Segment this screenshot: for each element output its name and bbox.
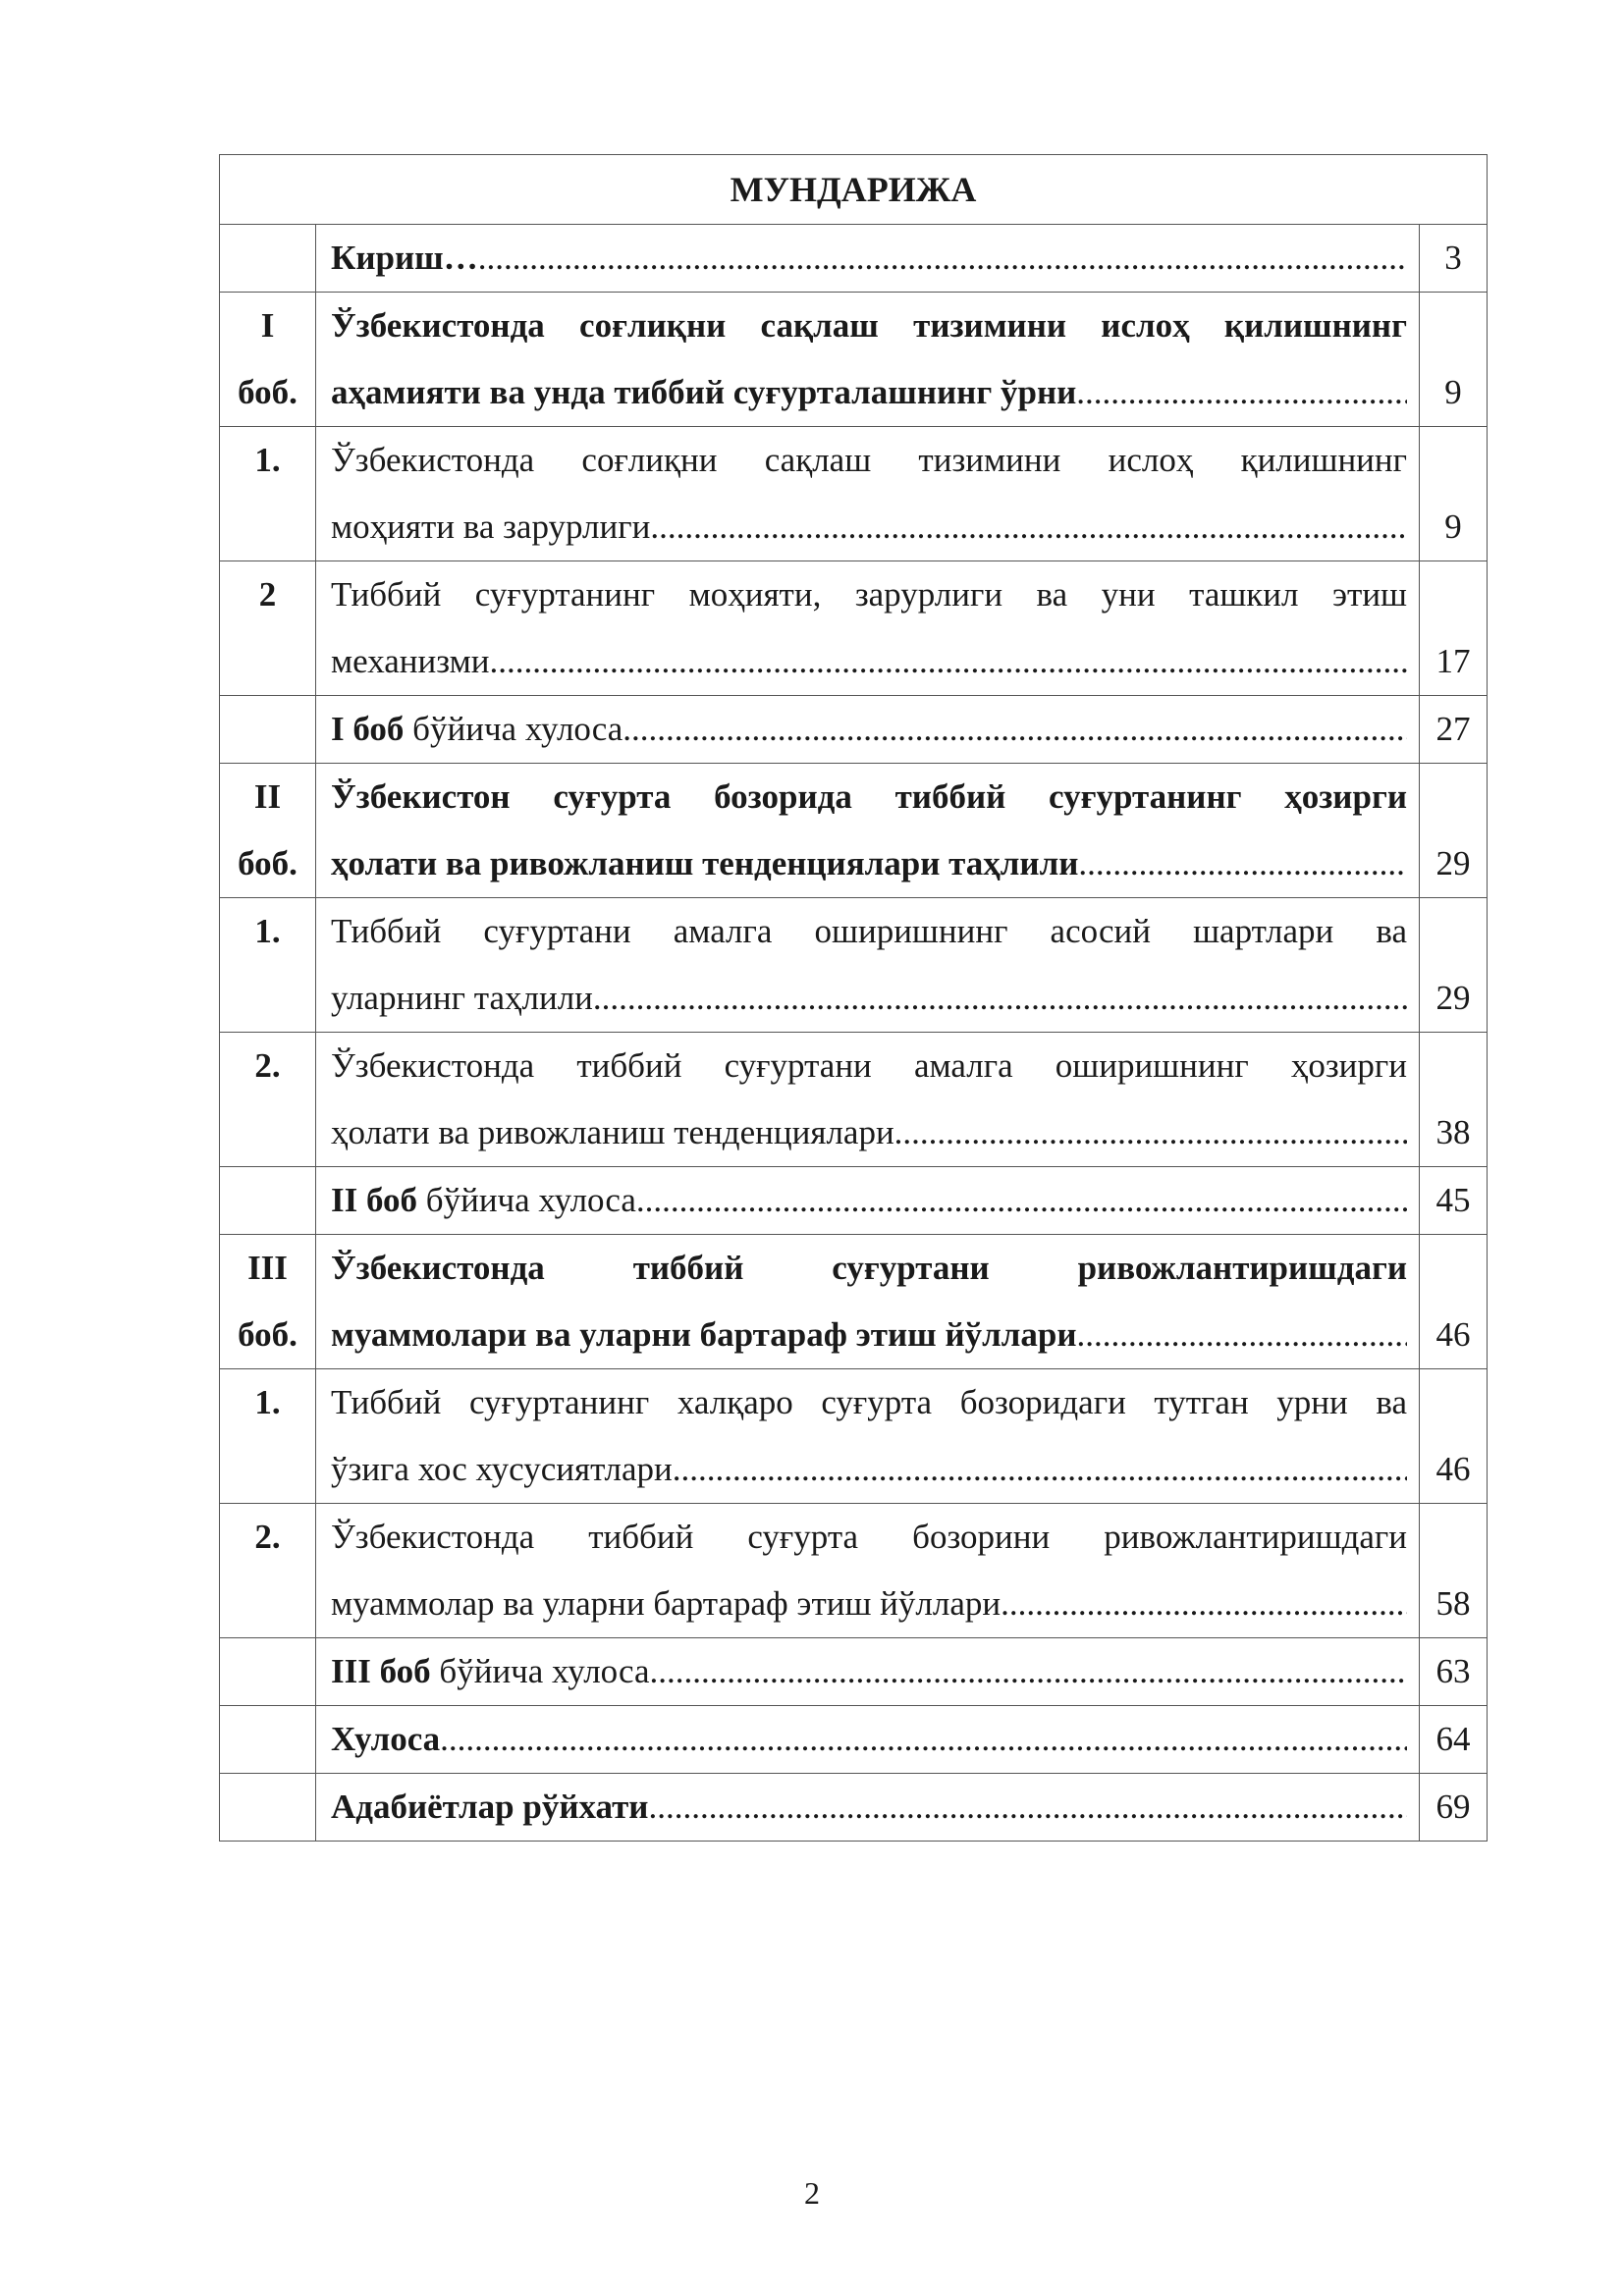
toc-entry-line-2: аҳамияти ва унда тиббий суғурталашнинг ўрни ..... (331, 359, 1407, 426)
toc-entry-line-1: Ўзбекистонда соғлиқни сақлаш тизимини ислоҳ қилишнинг (331, 441, 1407, 479)
toc-entry-text (316, 1167, 1420, 1235)
toc-page-number: 29 (1420, 764, 1488, 898)
toc-entry-text (316, 898, 1420, 1033)
toc-entry-text (316, 1706, 1420, 1774)
toc-row (220, 1235, 1488, 1369)
toc-entry-text (316, 764, 1420, 898)
toc-page-number: 58 (1420, 1504, 1488, 1638)
dot-leader (440, 1706, 1407, 1773)
toc-entry-text (316, 1504, 1420, 1638)
toc-entry-text (316, 1235, 1420, 1369)
toc-entry-text (316, 1033, 1420, 1167)
toc-section-number (220, 1774, 316, 1842)
toc-entry-text (316, 293, 1420, 427)
toc-section-number: 1. (220, 427, 316, 561)
toc-page-number: 64 (1420, 1706, 1488, 1774)
toc-entry-text (316, 696, 1420, 764)
toc-chapter-ref: II боб (331, 1181, 418, 1219)
toc-row (220, 561, 1488, 696)
toc-entry-text (316, 1774, 1420, 1842)
toc-entry-line-1: Ўзбекистон суғурта бозорида тиббий суғуртанинг ҳозирги (331, 777, 1407, 816)
toc-entry-line-2: моҳияти ва зарурлиги ..... (331, 494, 1407, 561)
toc-row (220, 225, 1488, 293)
toc-row (220, 427, 1488, 561)
dot-leader (673, 1436, 1407, 1503)
toc-section-number: 1. (220, 898, 316, 1033)
toc-section-number: 1. (220, 1369, 316, 1504)
toc-chapter-ref: III боб (331, 1652, 431, 1690)
toc-entry-text (316, 561, 1420, 696)
toc-row (220, 1638, 1488, 1706)
dot-leader (1078, 830, 1407, 897)
toc-page-number: 69 (1420, 1774, 1488, 1842)
toc-page-number: 45 (1420, 1167, 1488, 1235)
toc-row (220, 696, 1488, 764)
toc-entry-line-2: ҳолати ва ривожланиш тенденциялари таҳлили ..... (331, 830, 1407, 897)
toc-row (220, 1504, 1488, 1638)
toc-entry-line-2: Кириш… ..... (331, 225, 1407, 292)
toc-section-number: 2. (220, 1033, 316, 1167)
toc-section-number (220, 1167, 316, 1235)
toc-section-number (220, 1706, 316, 1774)
toc-section-number: I боб. (220, 293, 316, 427)
toc-page-number: 3 (1420, 225, 1488, 293)
toc-page-number: 38 (1420, 1033, 1488, 1167)
dot-leader (1076, 359, 1407, 426)
toc-row (220, 764, 1488, 898)
toc-entry-line-1: Тиббий суғуртанинг моҳияти, зарурлиги ва уни ташкил этиш (331, 575, 1407, 614)
dot-leader (650, 1638, 1407, 1705)
toc-entry-line-2: механизми ..... (331, 628, 1407, 695)
dot-leader (623, 696, 1407, 763)
toc-entry-line-2: ҳолати ва ривожланиш тенденциялари ..... (331, 1099, 1407, 1166)
toc-entry-text (316, 427, 1420, 561)
toc-entry-line-1: Тиббий суғуртанинг халқаро суғурта бозоридаги тутган урни ва (331, 1383, 1407, 1421)
page-number: 2 (804, 2175, 820, 2211)
toc-row (220, 293, 1488, 427)
dot-leader (894, 1099, 1407, 1166)
toc-section-number: 2. (220, 1504, 316, 1638)
toc-section-number: II боб. (220, 764, 316, 898)
toc-entry-line-2: Хулоса ..... (331, 1706, 1407, 1773)
toc-page-number: 46 (1420, 1235, 1488, 1369)
toc-entry-line-2: III боб бўйича хулоса ..... (331, 1638, 1407, 1705)
toc-page-number: 27 (1420, 696, 1488, 764)
dot-leader (636, 1167, 1407, 1234)
dot-leader (650, 494, 1407, 561)
toc-row (220, 1706, 1488, 1774)
toc-body (220, 225, 1488, 1842)
toc-entry-text (316, 1638, 1420, 1706)
toc-row (220, 1774, 1488, 1842)
toc-section-number: 2 (220, 561, 316, 696)
toc-row (220, 898, 1488, 1033)
toc-entry-line-1: Ўзбекистонда тиббий суғуртани ривожлантиришдаги (331, 1249, 1407, 1287)
toc-entry-line-2: уларнинг таҳлили ..... (331, 965, 1407, 1032)
toc-section-number: III боб. (220, 1235, 316, 1369)
dot-leader (489, 628, 1407, 695)
toc-page-number: 9 (1420, 427, 1488, 561)
toc-entry-text (316, 225, 1420, 293)
toc-section-number (220, 1638, 316, 1706)
toc-chapter-ref: I боб (331, 710, 405, 748)
toc-page-number: 29 (1420, 898, 1488, 1033)
toc-row (220, 1167, 1488, 1235)
toc-page-number: 17 (1420, 561, 1488, 696)
dot-leader (1077, 1302, 1407, 1368)
toc-page-number: 9 (1420, 293, 1488, 427)
toc-entry-line-2: I боб бўйича хулоса ..... (331, 696, 1407, 763)
toc-entry-line-2: Адабиётлар рўйхати ..... (331, 1774, 1407, 1841)
toc-section-number (220, 696, 316, 764)
toc-entry-line-1: Ўзбекистонда соғлиқни сақлаш тизимини ислоҳ қилишнинг (331, 306, 1407, 345)
toc-entry-line-1: Ўзбекистонда тиббий суғуртани амалга оширишнинг ҳозирги (331, 1046, 1407, 1085)
toc-title: МУНДАРИЖА (220, 155, 1488, 225)
toc-row (220, 1033, 1488, 1167)
toc-entry-line-2: II боб бўйича хулоса ..... (331, 1167, 1407, 1234)
toc-entry-line-2: ўзига хос хусусиятлари ..... (331, 1436, 1407, 1503)
toc-section-number (220, 225, 316, 293)
toc-entry-line-1: Тиббий суғуртани амалга оширишнинг асосий шартлари ва (331, 912, 1407, 950)
toc-table (219, 154, 1488, 1842)
dot-leader (648, 1774, 1407, 1841)
dot-leader (593, 965, 1407, 1032)
toc-page-number: 46 (1420, 1369, 1488, 1504)
toc-page-number: 63 (1420, 1638, 1488, 1706)
toc-entry-line-1: Ўзбекистонда тиббий суғурта бозорини ривожлантиришдаги (331, 1518, 1407, 1556)
toc-entry-line-2: муаммолар ва уларни бартараф этиш йўллари ..... (331, 1571, 1407, 1637)
dot-leader (478, 225, 1407, 292)
toc-entry-line-2: муаммолари ва уларни бартараф этиш йўллари ..... (331, 1302, 1407, 1368)
dot-leader (1001, 1571, 1407, 1637)
toc-row (220, 1369, 1488, 1504)
toc-entry-text (316, 1369, 1420, 1504)
